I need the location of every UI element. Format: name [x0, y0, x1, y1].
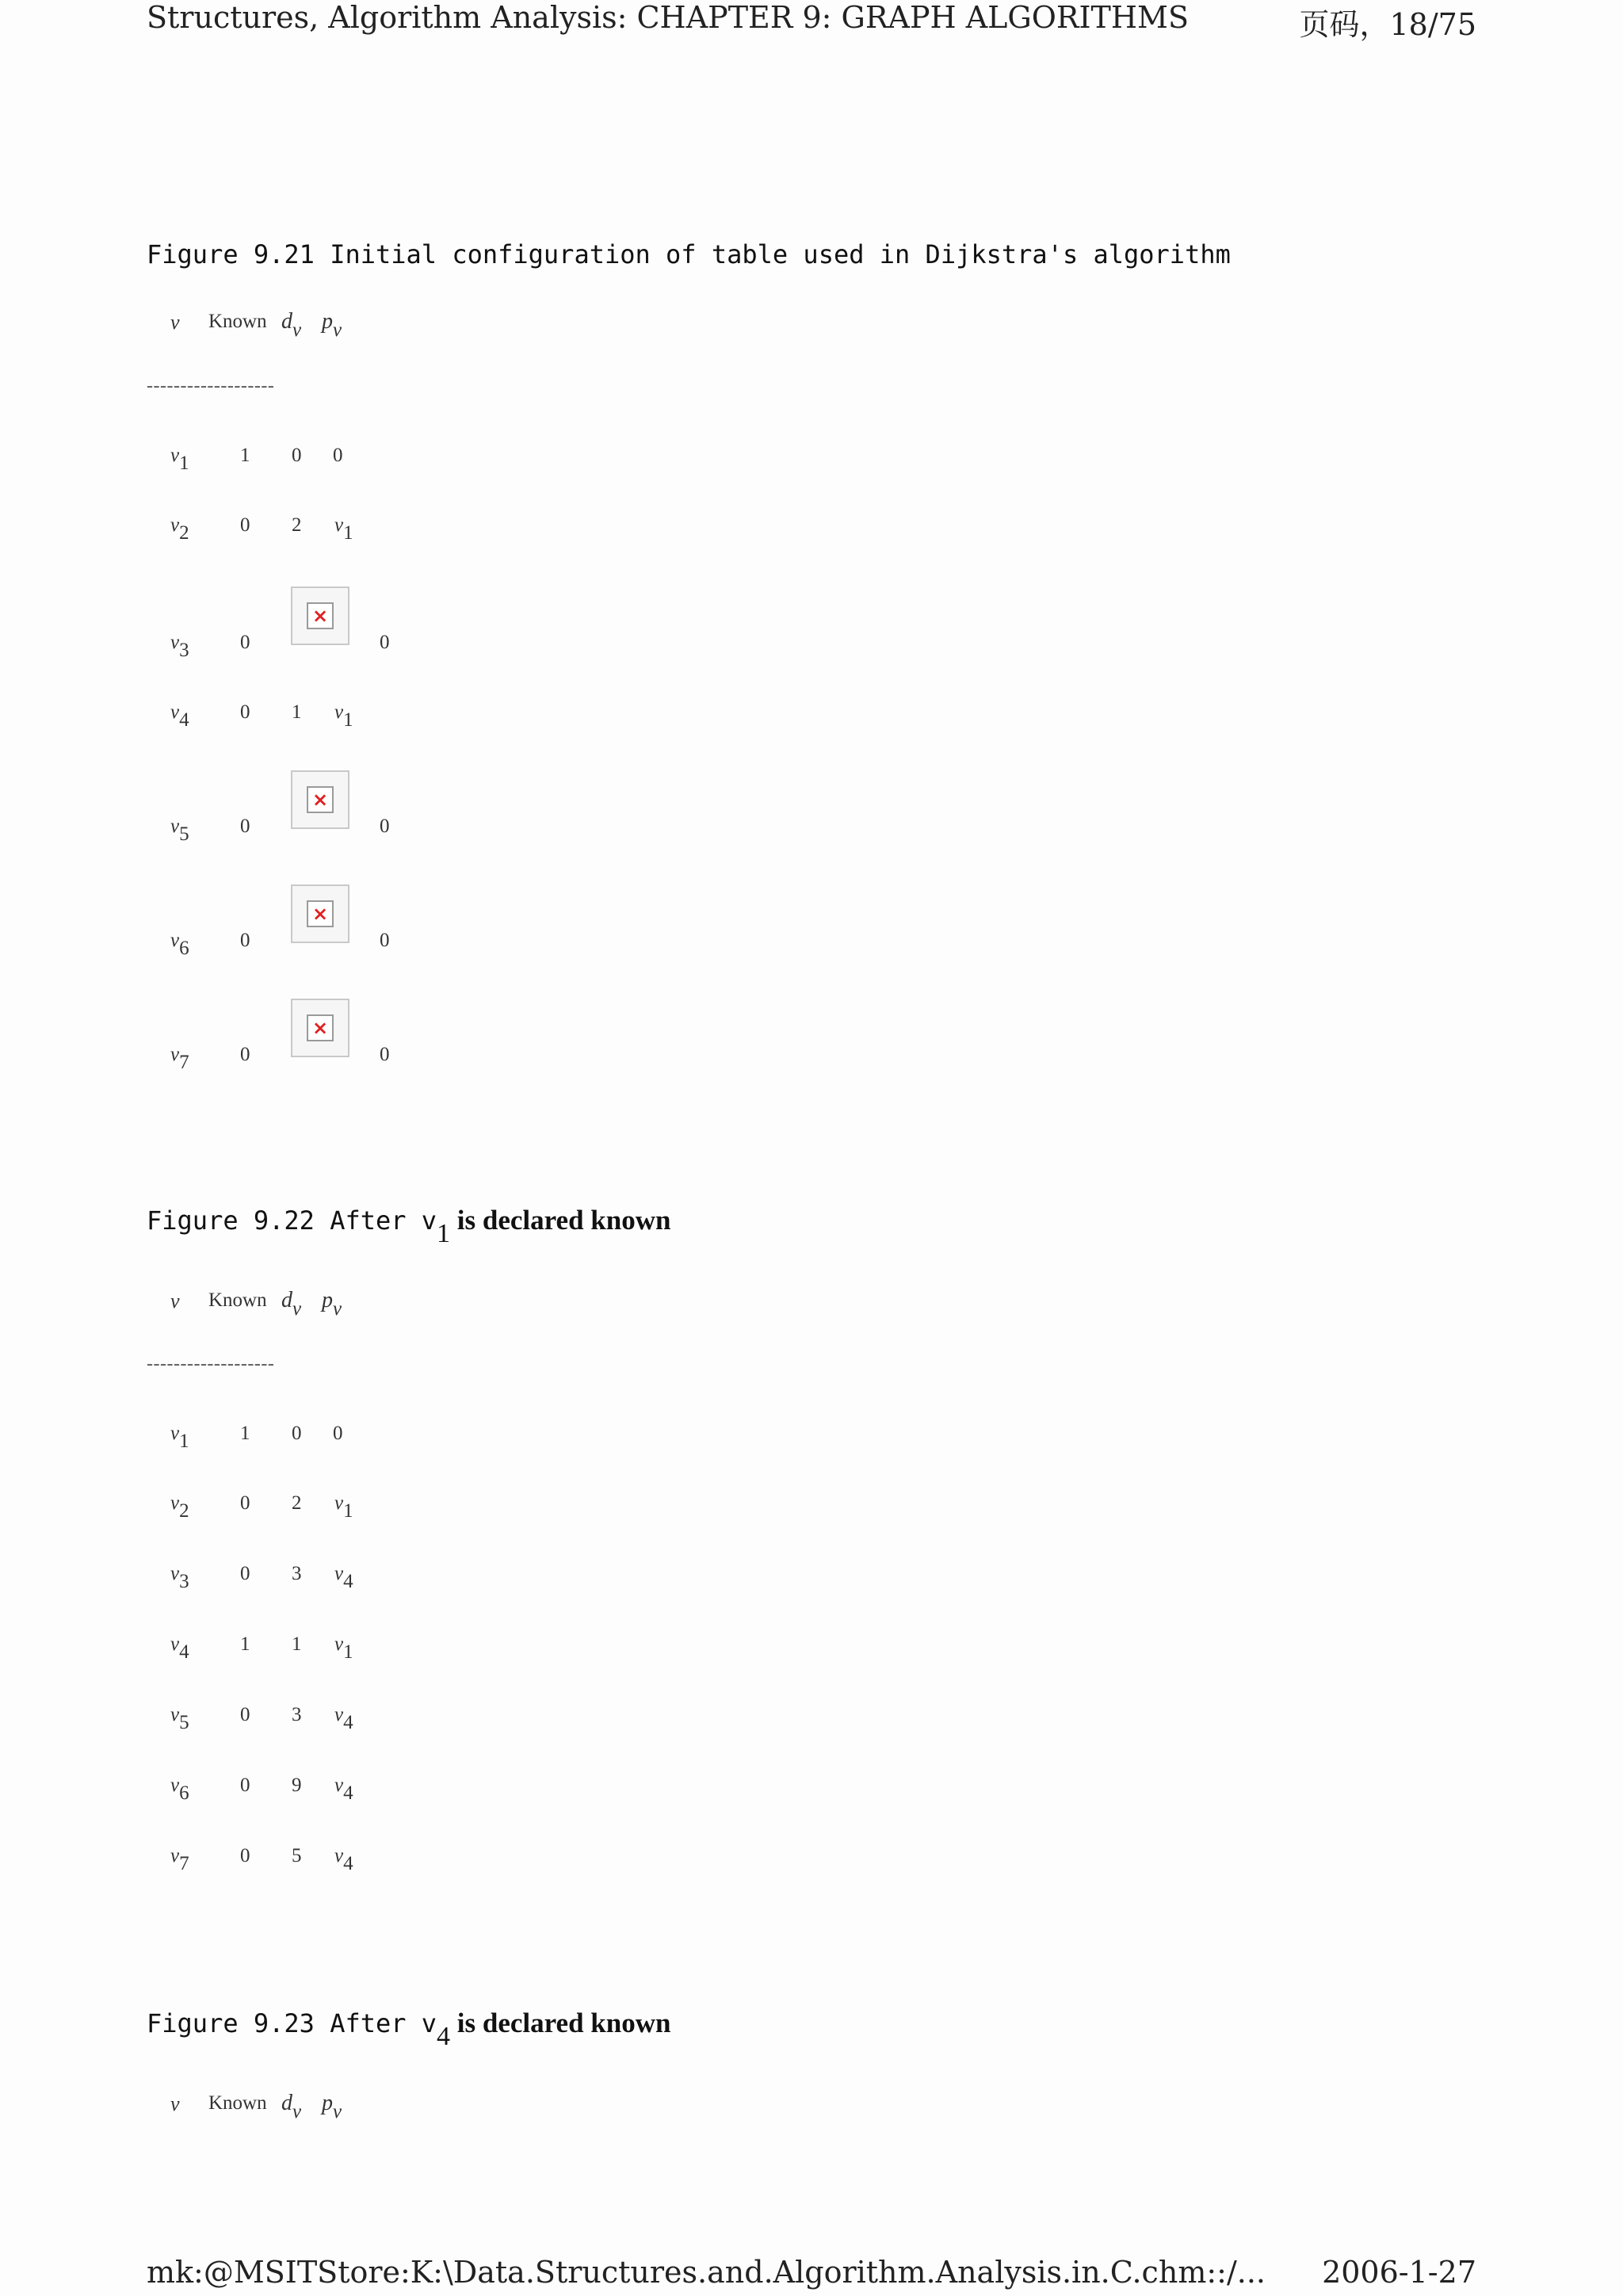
cell-vertex: v4	[170, 701, 189, 731]
cell-vertex: v6	[170, 1775, 189, 1804]
cell-path: v4	[334, 1845, 353, 1874]
table-rule: -------------------	[147, 376, 275, 396]
figure-9-22-caption: Figure 9.22 After v1 is declared known	[147, 1205, 671, 1248]
cell-distance: 9	[292, 1775, 302, 1796]
column-header-p: pv	[322, 1288, 342, 1320]
cell-known: 0	[240, 632, 250, 653]
cell-path: v4	[334, 1704, 353, 1733]
cell-vertex: v3	[170, 1563, 189, 1592]
footer-source-path: mk:@MSITStore:K:\Data.Structures.and.Algorithm.Analysis.in.C.chm::/...	[147, 2255, 1266, 2290]
broken-image-icon: ×	[291, 999, 349, 1057]
column-header-p: pv	[322, 309, 342, 341]
cell-vertex: v2	[170, 1492, 189, 1522]
cell-known: 0	[240, 514, 250, 536]
column-header-known: Known	[208, 311, 267, 332]
cell-distance: 5	[292, 1845, 302, 1866]
cell-known: 0	[240, 1775, 250, 1796]
figure-9-21-caption: Figure 9.21 Initial configuration of table used in Dijkstra's algorithm	[147, 239, 1231, 269]
page-footer	[147, 2255, 1476, 2290]
broken-image-icon: ×	[291, 770, 349, 829]
cell-distance: 1	[292, 1633, 302, 1655]
cell-path: v4	[334, 1563, 353, 1592]
page-header	[147, 0, 1476, 44]
column-header-v: v	[170, 1289, 180, 1312]
cell-known: 0	[240, 930, 250, 951]
cell-vertex: v2	[170, 514, 189, 544]
header-title: Structures, Algorithm Analysis: CHAPTER 9: GRAPH ALGORITHMS	[147, 0, 1189, 35]
column-header-known: Known	[208, 2092, 267, 2114]
column-header-v: v	[170, 2092, 180, 2115]
cell-known: 0	[240, 1044, 250, 1065]
cell-known: 0	[240, 701, 250, 723]
footer-date: 2006-1-27	[1322, 2255, 1476, 2290]
cell-vertex: v1	[170, 1423, 189, 1452]
cell-distance: 2	[292, 514, 302, 536]
table-rule: -------------------	[147, 1354, 275, 1374]
cell-vertex: v7	[170, 1845, 189, 1874]
cell-known: 0	[240, 1563, 250, 1584]
cell-path: v1	[334, 701, 353, 731]
cell-path: 0	[380, 930, 390, 951]
column-header-known: Known	[208, 1289, 267, 1311]
column-header-d: dv	[281, 309, 302, 341]
broken-image-icon: ×	[291, 586, 349, 645]
cell-vertex: v5	[170, 1704, 189, 1733]
figure-9-23-caption: Figure 9.23 After v4 is declared known	[147, 2008, 671, 2051]
cell-distance: 3	[292, 1704, 302, 1725]
cell-path: 0	[380, 632, 390, 653]
cell-vertex: v6	[170, 930, 189, 959]
cell-vertex: v5	[170, 816, 189, 845]
cell-distance: 0	[292, 445, 302, 466]
cell-known: 0	[240, 816, 250, 837]
cell-known: 1	[240, 445, 250, 466]
column-header-v: v	[170, 311, 180, 334]
cell-distance: 2	[292, 1492, 302, 1514]
header-page-number: 页码，18/75	[1299, 7, 1476, 42]
cell-distance: 3	[292, 1563, 302, 1584]
column-header-d: dv	[281, 1288, 302, 1320]
cell-known: 0	[240, 1492, 250, 1514]
cell-known: 1	[240, 1423, 250, 1444]
broken-image-icon: ×	[291, 884, 349, 943]
cell-path: v1	[334, 514, 353, 544]
cell-path: v4	[334, 1775, 353, 1804]
cell-vertex: v7	[170, 1044, 189, 1073]
cell-path: 0	[333, 445, 343, 466]
cell-known: 0	[240, 1704, 250, 1725]
cell-path: v1	[334, 1633, 353, 1663]
cell-known: 0	[240, 1845, 250, 1866]
cell-distance: 0	[292, 1423, 302, 1444]
column-header-d: dv	[281, 2091, 302, 2122]
cell-vertex: v1	[170, 445, 189, 474]
cell-path: 0	[333, 1423, 343, 1444]
cell-path: v1	[334, 1492, 353, 1522]
cell-path: 0	[380, 1044, 390, 1065]
cell-path: 0	[380, 816, 390, 837]
cell-vertex: v4	[170, 1633, 189, 1663]
cell-known: 1	[240, 1633, 250, 1655]
column-header-p: pv	[322, 2091, 342, 2122]
cell-vertex: v3	[170, 632, 189, 661]
cell-distance: 1	[292, 701, 302, 723]
